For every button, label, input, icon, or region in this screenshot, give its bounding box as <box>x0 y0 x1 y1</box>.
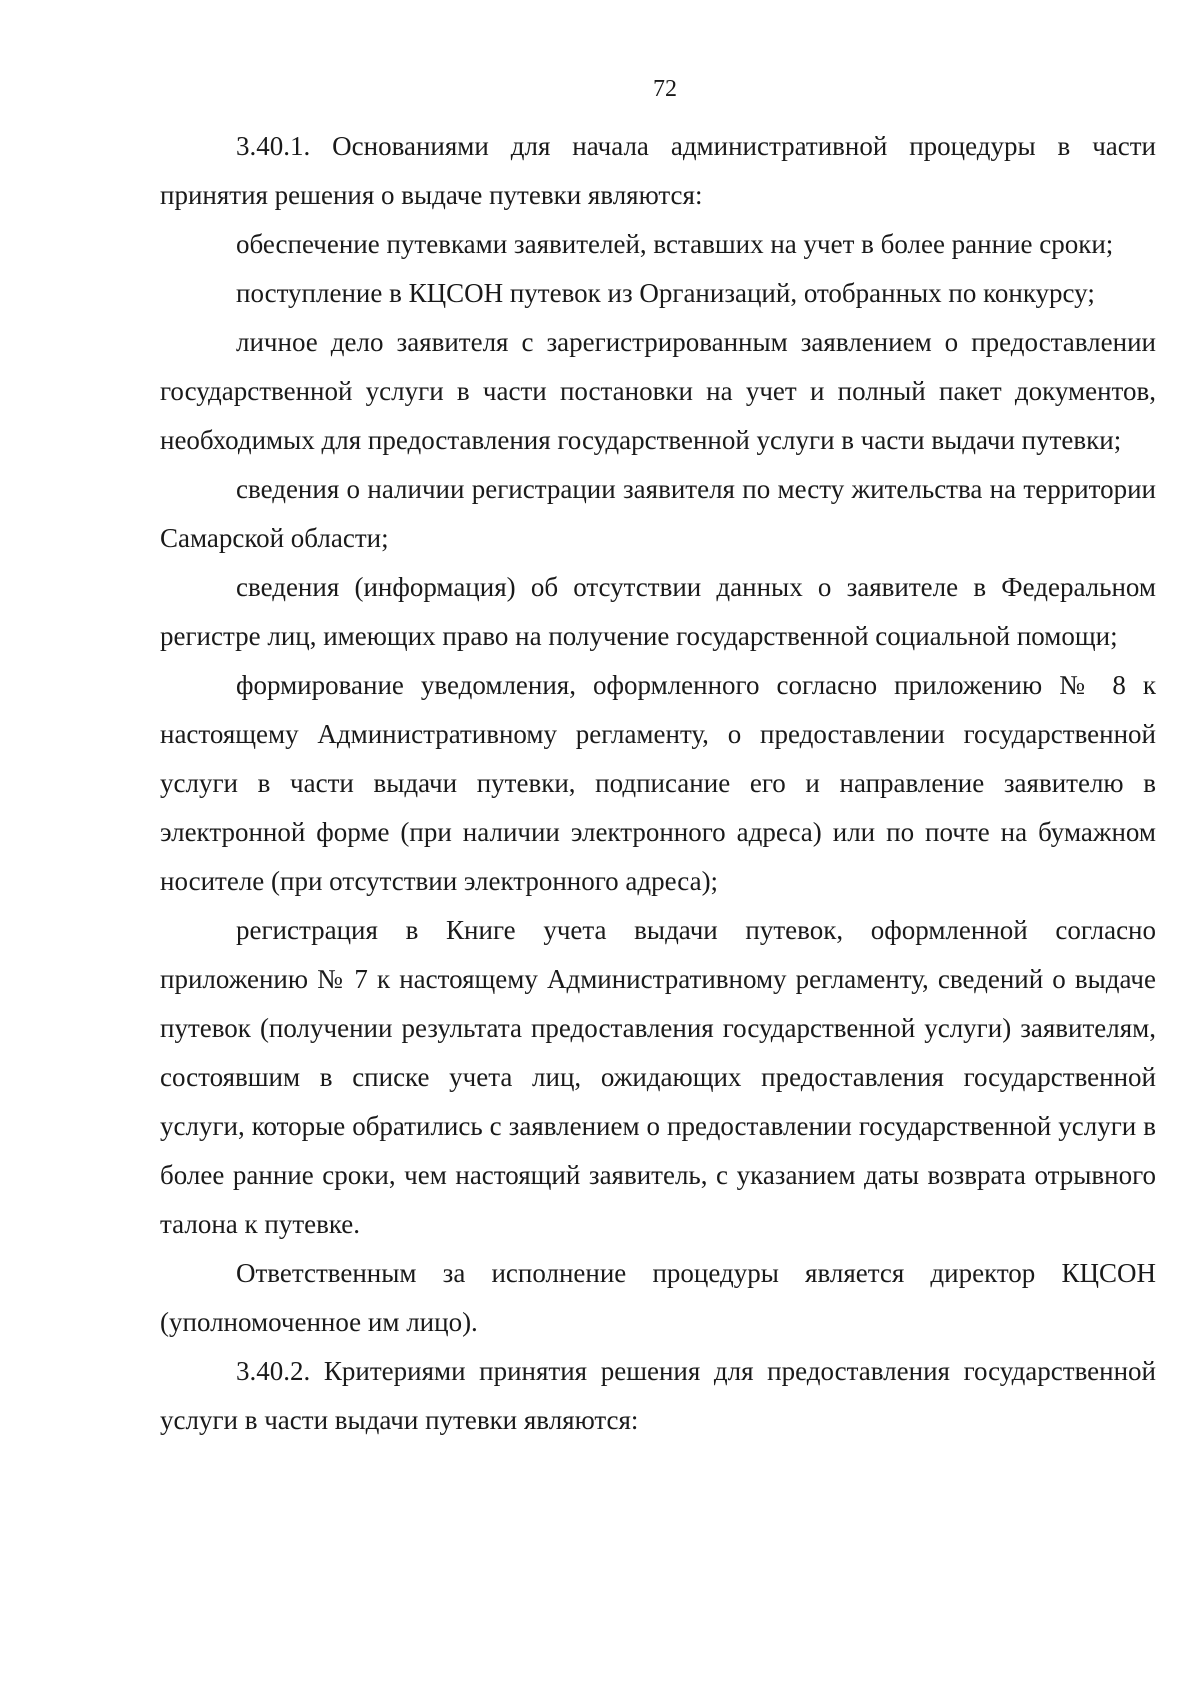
paragraph-responsible-person: Ответственным за исполнение процедуры является директор КЦСОН (уполномоченное им лицо). <box>160 1258 1156 1337</box>
paragraph-3-40-2-criteria: 3.40.2. Критериями принятия решения для предоставления государственной услуги в части выдачи путевки являются: <box>160 1356 1156 1435</box>
paragraph-3-40-1-intro: 3.40.1. Основаниями для начала административной процедуры в части принятия решения о выдаче путевки являются: <box>160 131 1156 210</box>
paragraph-provision-earlier-applicants: обеспечение путевками заявителей, вставших на учет в более ранние сроки; <box>236 229 1114 259</box>
document-body <box>160 122 1156 1445</box>
paragraph-federal-register-info: сведения (информация) об отсутствии данных о заявителе в Федеральном регистре лиц, имеющих право на получение государственной социальной помощи; <box>160 572 1156 651</box>
paragraph-personal-file: личное дело заявителя с зарегистрированным заявлением о предоставлении государственной услуги в части постановки на учет и полный пакет документов, необходимых для предоставления государственной услуги в части выдачи путевки; <box>160 327 1156 455</box>
paragraph-book-registration: регистрация в Книге учета выдачи путевок, оформленной согласно приложению № 7 к настоящему Административному регламенту, сведений о выдаче путевок (получении результата предоставления государственной услуги) заявителям, состоявшим в списке учета лиц, ожидающих предоставления государственной услуги, которые обратились с заявлением о предоставлении государственной услуги в более ранние сроки, чем настоящий заявитель, с указанием даты возврата отрывного талона к путевке. <box>160 915 1156 1239</box>
paragraph-vouchers-received: поступление в КЦСОН путевок из Организаций, отобранных по конкурсу; <box>236 278 1095 308</box>
paragraph-registration-info: сведения о наличии регистрации заявителя по месту жительства на территории Самарской области; <box>160 474 1156 553</box>
paragraph-notification-forming: формирование уведомления, оформленного согласно приложению № 8 к настоящему Административному регламенту, о предоставлении государственной услуги в части выдачи путевки, подписание его и направление заявителю в электронной форме (при наличии электронного адреса) или по почте на бумажном носителе (при отсутствии электронного адреса); <box>160 670 1156 896</box>
page-number: 72 <box>653 76 677 102</box>
